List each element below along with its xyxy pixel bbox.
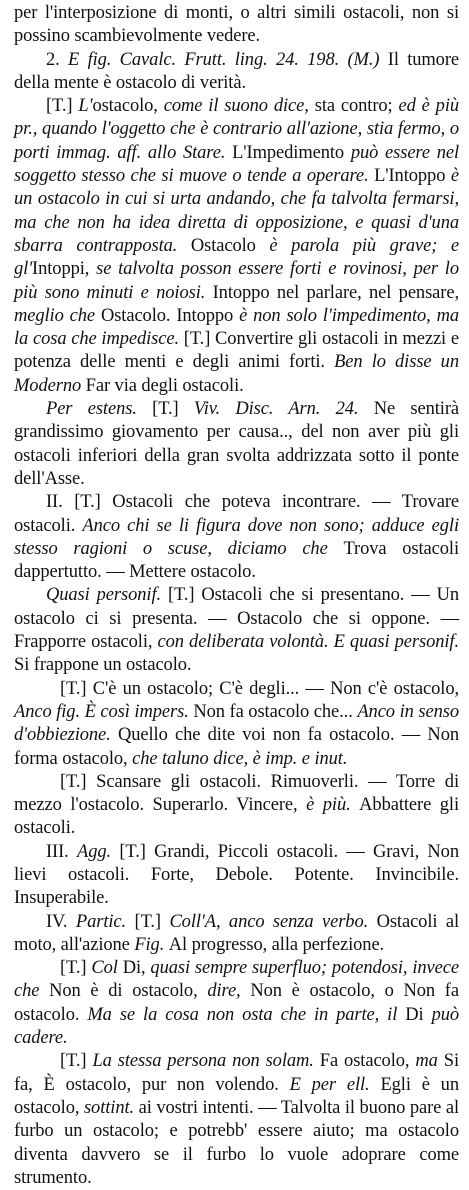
text-paragraph-11: [T.] Col Di, quasi sempre superfluo; potendosi, invece che Non è di ostacolo, dire, Non è ostacolo, o Non fa ostacolo. Ma se la cosa non osta che in parte, il Di può cadere. <box>14 958 460 1049</box>
text-paragraph-4: Per estens. [T.] Viv. Disc. Arn. 24. Ne sentirà grandissimo giovamento per causa.., del non aver più gli ostacoli inferiori della gran svolta addrizzata sotto il ponte dell'Asse. <box>14 399 460 489</box>
text-paragraph-2: 2. E fig. Cavalc. Frutt. ling. 24. 198. (M.) Il tumore della mente è ostacolo di verità. <box>14 49 460 93</box>
text-paragraph-8: [T.] Scansare gli ostacoli. Rimuoverli. — Torre di mezzo l'ostacolo. Superarlo. Vincere, è più. Abbattere gli ostacoli. <box>14 771 459 839</box>
text-paragraph-3: [T.] L'ostacolo, come il suono dice, sta contro; ed è più pr., quando l'oggetto che è contrario all'azione, stia fermo, o porti immag. aff. allo Stare. L'Impedimento può essere nel soggetto stesso che si muove o tende a operare. L'Intoppo è un ostacolo in cui si urta andando, che fa talvolta fermarsi, ma che non ha idea diretta di opposizione, e quasi d'una sbarra contrapposta. Ostacolo è parola più grave; e gl'Intoppi, se talvolta posson essere forti e rovinosi, per lo più sono minuti e noiosi. Intoppo nel parlare, nel pensare, meglio che Ostacolo. Intoppo è non solo l'impedimento, ma la cosa che impedisce. [T.] Convertire gli ostacoli in mezzi e potenza delle menti e degli animi forti. Ben lo disse un Moderno Far via degli ostacoli. <box>14 96 460 396</box>
text-paragraph-12: [T.] La stessa persona non solam. Fa ostacolo, ma Si fa, È ostacolo, pur non volendo. E per ell. Egli è un ostacolo, sottint. ai vostri intenti. — Talvolta il buono pare al furbo un ostacolo; e potrebb' essere aiuto; ma ostacolo diventa davvero se il furbo lo vuole adoprare come strumento. <box>14 1051 459 1188</box>
text-paragraph-5: II. [T.] Ostacoli che poteva incontrare. — Trovare ostacoli. Anco chi se li figura dove non sono; adduce egli stesso ragioni o scuse, diciamo che Trova ostacoli dappertutto. — Mettere ostacolo. <box>14 492 459 583</box>
text-paragraph-9: III. Agg. [T.] Grandi, Piccoli ostacoli. — Gravi, Non lievi ostacoli. Forte, Debole. Potente. Invincibile. Insuperabile. <box>14 841 459 909</box>
text-paragraph-7: [T.] C'è un ostacolo; C'è degli... — Non c'è ostacolo, Anco fig. È così impers. Non fa ostacolo che... Anco in senso d'obbiezione. Quello che dite voi non fa ostacolo. — Non forma ostacolo, che taluno dice, è imp. e inut. <box>14 678 459 769</box>
text-paragraph-1: per l'interposizione di monti, o altri simili ostacoli, non si possino scambievolmente vedere. <box>14 3 459 47</box>
text-paragraph-10: IV. Partic. [T.] Coll'A, anco senza verbo. Ostacoli al moto, all'azione Fig. Al progresso, alla perfezione. <box>14 911 460 955</box>
text-paragraph-6: Quasi personif. [T.] Ostacoli che si presentano. — Un ostacolo ci si presenta. — Ostacolo che si oppone. — Frapporre ostacoli, con deliberata volontà. E quasi personif. Si frappone un ostacolo. <box>14 585 459 676</box>
